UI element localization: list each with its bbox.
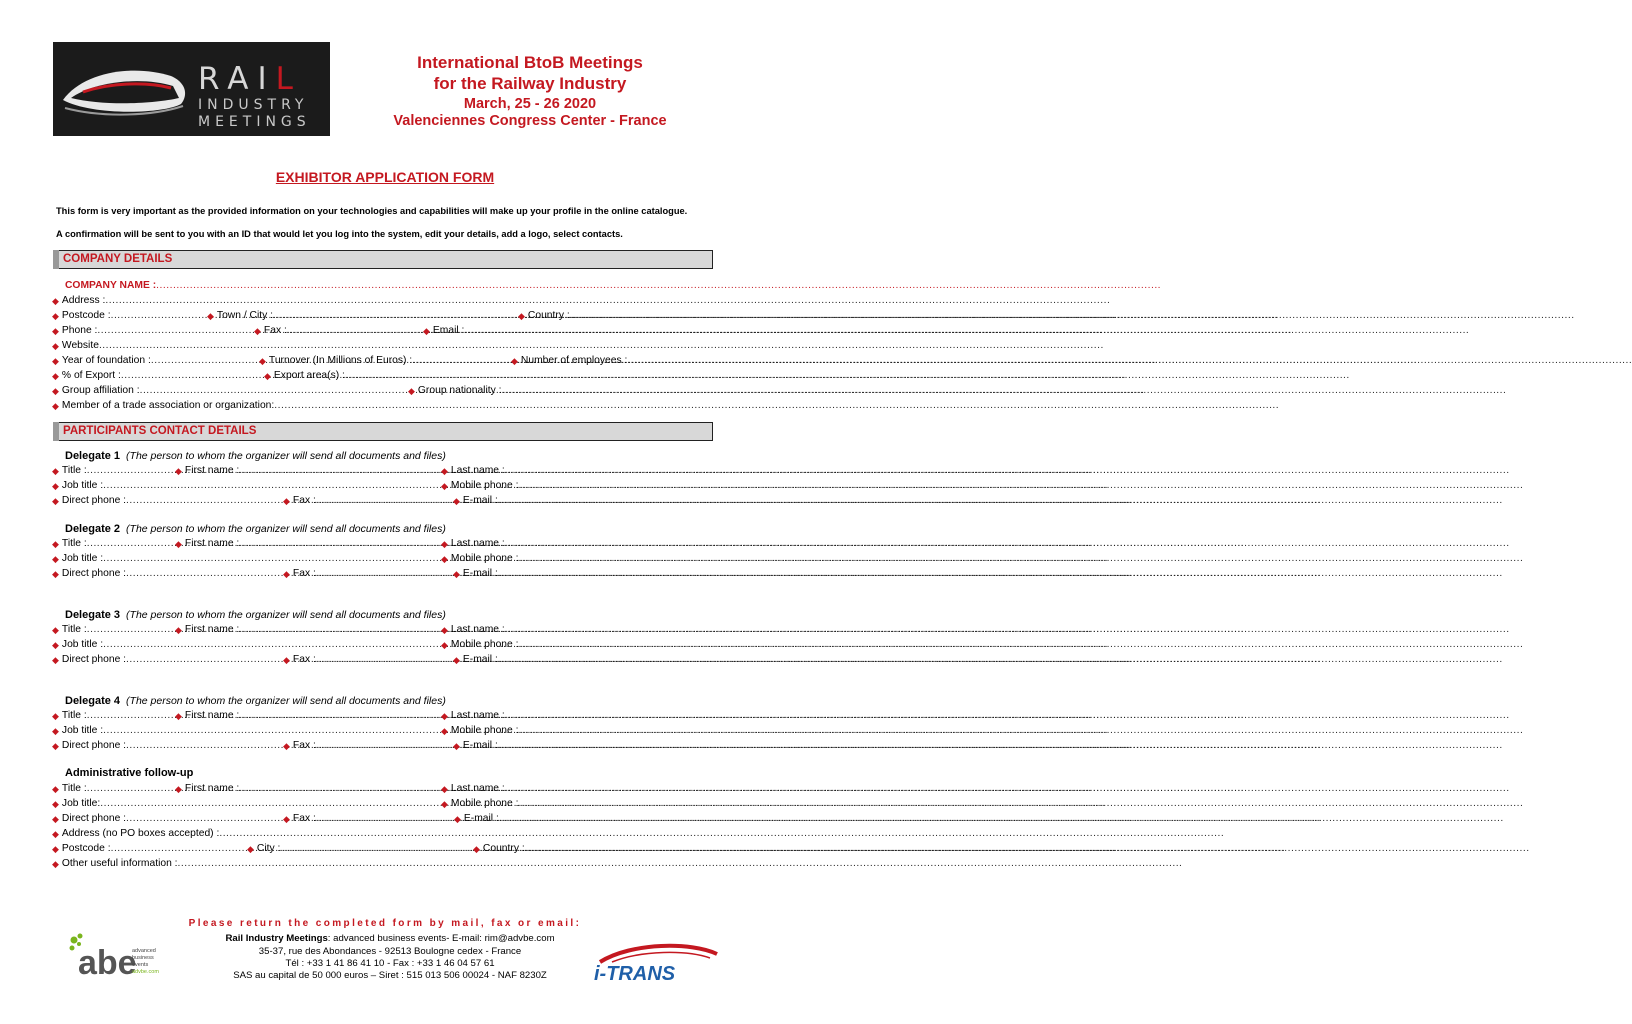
delegate-name-row: [52, 464, 770, 478]
town-field[interactable]: ◆ Town / City : .....: [207, 309, 512, 323]
delegate-heading: [65, 450, 446, 462]
group-row: [52, 384, 770, 398]
delegate-mobile-field[interactable]: ◆ Mobile phone : .....: [441, 479, 770, 493]
delegate-title-field[interactable]: ◆ Title : .....: [52, 537, 172, 551]
delegate-mobile-field[interactable]: ◆ Mobile phone : .....: [441, 638, 770, 652]
phone-row: [52, 324, 770, 338]
delegate-fax-field[interactable]: ◆ Fax : .....: [283, 739, 451, 753]
website-field[interactable]: ◆ Website .....: [52, 339, 640, 353]
delegate-job-title-field[interactable]: ◆ Job title : .....: [52, 552, 441, 566]
delegate-first-name-field[interactable]: ◆ First name : .....: [175, 537, 449, 551]
delegate-title-field[interactable]: ◆ Title : .....: [52, 464, 172, 478]
event-subtitle: for the Railway Industry: [433, 74, 627, 93]
delegate-job-title-field[interactable]: ◆ Job title : .....: [52, 479, 441, 493]
itrans-logo: [592, 940, 722, 985]
delegate-email-field[interactable]: ◆ E-mail : .....: [453, 494, 770, 508]
itrans-text: i-TRANS: [594, 963, 676, 985]
intro-paragraph-1: This form is very important as the provided information on your technologies and capabilities will make up your profile in the online catalogue.: [56, 206, 688, 216]
participants-title: PARTICIPANTS CONTACT DETAILS: [63, 425, 257, 437]
fax-field[interactable]: ◆ Fax : .....: [254, 324, 420, 338]
intro-paragraph-2: A confirmation will be sent to you with an ID that would let you log into the system, edit your details, add a logo, select contacts.: [56, 229, 623, 239]
postcode-field[interactable]: ◆ Postcode : .....: [52, 309, 202, 323]
footer-contact-line: Rail Industry Meetings: advanced business events- E-mail: rim@advbe.com: [225, 933, 555, 944]
admin-direct-phone-field[interactable]: ◆ Direct phone : .....: [52, 812, 282, 826]
company-name-field[interactable]: COMPANY NAME : .....: [65, 279, 770, 293]
delegate-mobile-field[interactable]: ◆ Mobile phone : .....: [441, 552, 770, 566]
employees-field[interactable]: ◆ Number of employees : .....: [511, 354, 770, 368]
admin-address-field[interactable]: ◆ Address (no PO boxes accepted) : .....: [52, 827, 770, 841]
trade-assoc-row: [52, 399, 770, 413]
admin-title-field[interactable]: ◆ Title : .....: [52, 782, 172, 796]
footer-company-line: SAS au capital de 50 000 euros – Siret : 515 013 506 00024 - NAF 8230Z: [233, 970, 547, 981]
delegate-phone-row: [52, 567, 770, 581]
delegate-email-field[interactable]: ◆ E-mail : .....: [453, 739, 770, 753]
delegate-heading: [65, 695, 446, 707]
admin-postcode-field[interactable]: ◆ Postcode : .....: [52, 842, 248, 856]
address-field[interactable]: ◆ Address : .....: [52, 294, 770, 308]
delegate-name-row: [52, 709, 770, 723]
rail-industry-meetings-logo: [53, 42, 330, 136]
delegate-note: (The person to whom the organizer will send all documents and files): [126, 695, 446, 707]
delegate-first-name-field[interactable]: ◆ First name : .....: [175, 464, 449, 478]
delegate-heading: [65, 609, 446, 621]
admin-job-title-field[interactable]: ◆ Job title: .....: [52, 797, 438, 811]
delegate-phone-row: [52, 494, 770, 508]
delegate-direct-phone-field[interactable]: ◆ Direct phone : .....: [52, 494, 282, 508]
delegate-direct-phone-field[interactable]: ◆ Direct phone : .....: [52, 739, 282, 753]
form-title: EXHIBITOR APPLICATION FORM: [275, 169, 495, 185]
admin-address-row: [52, 827, 770, 841]
delegate-mobile-field[interactable]: ◆ Mobile phone : .....: [441, 724, 770, 738]
footer-address-line: 35-37, rue des Abondances - 92513 Boulogne cedex - France: [258, 946, 522, 957]
delegate-note: (The person to whom the organizer will send all documents and files): [126, 523, 446, 535]
delegate-job-title-field[interactable]: ◆ Job title : .....: [52, 638, 441, 652]
export-percent-field[interactable]: ◆ % of Export : .....: [52, 369, 264, 383]
delegate-job-row: [52, 479, 770, 493]
foundation-row: [52, 354, 770, 368]
admin-postcode-row: [52, 842, 770, 856]
delegate-first-name-field[interactable]: ◆ First name : .....: [175, 709, 449, 723]
delegate-label: Delegate 1: [65, 450, 121, 462]
delegate-email-field[interactable]: ◆ E-mail : .....: [453, 567, 770, 581]
delegate-title-field[interactable]: ◆ Title : .....: [52, 623, 172, 637]
admin-job-row: [52, 797, 770, 811]
svg-text:advanced: advanced: [132, 948, 156, 954]
trade-association-field[interactable]: ◆ Member of a trade association or organization: .....: [52, 399, 770, 413]
phone-field[interactable]: ◆ Phone : .....: [52, 324, 250, 338]
admin-fax-field[interactable]: ◆ Fax : .....: [283, 812, 455, 826]
delegate-label: Delegate 4: [65, 695, 121, 707]
logo-line1: RAI: [198, 61, 276, 97]
delegate-last-name-field[interactable]: ◆ Last name : .....: [441, 709, 770, 723]
company-name-row: [65, 279, 770, 293]
abe-mark: abe: [78, 944, 137, 982]
delegate-first-name-field[interactable]: ◆ First name : .....: [175, 623, 449, 637]
website-row: [52, 339, 770, 353]
delegate-direct-phone-field[interactable]: ◆ Direct phone : .....: [52, 653, 282, 667]
group-affiliation-field[interactable]: ◆ Group affiliation : .....: [52, 384, 406, 398]
delegate-last-name-field[interactable]: ◆ Last name : .....: [441, 537, 770, 551]
event-venue: Valenciennes Congress Center - France: [393, 113, 667, 129]
admin-last-name-field[interactable]: ◆ Last name : .....: [441, 782, 770, 796]
admin-phone-row: [52, 812, 770, 826]
company-details-title: COMPANY DETAILS: [63, 253, 173, 265]
delegate-fax-field[interactable]: ◆ Fax : .....: [283, 494, 451, 508]
delegate-last-name-field[interactable]: ◆ Last name : .....: [441, 464, 770, 478]
svg-text:events: events: [132, 962, 149, 968]
admin-other-row: [52, 857, 770, 871]
delegate-title-field[interactable]: ◆ Title : .....: [52, 709, 172, 723]
email-field[interactable]: ◆ Email : .....: [423, 324, 770, 338]
delegate-last-name-field[interactable]: ◆ Last name : .....: [441, 623, 770, 637]
postcode-row: [52, 309, 770, 323]
delegate-email-field[interactable]: ◆ E-mail : .....: [453, 653, 770, 667]
group-nationality-field[interactable]: ◆ Group nationality : .....: [408, 384, 770, 398]
delegate-label: Delegate 2: [65, 523, 121, 535]
export-areas-field[interactable]: ◆ Export area(s) : .....: [264, 369, 770, 383]
logo-line2: INDUSTRY: [198, 97, 309, 113]
delegate-phone-row: [52, 739, 770, 753]
footer-phone-line: Tél : +33 1 41 86 41 10 - Fax : +33 1 46 04 57 61: [285, 958, 495, 969]
svg-text:advbe.com: advbe.com: [132, 969, 159, 975]
return-instructions: Please return the completed form by mail, fax or email:: [188, 918, 582, 929]
delegate-direct-phone-field[interactable]: ◆ Direct phone : .....: [52, 567, 282, 581]
event-title: International BtoB Meetings: [417, 53, 643, 72]
admin-city-field[interactable]: ◆ City : .....: [247, 842, 473, 856]
delegate-job-title-field[interactable]: ◆ Job title : .....: [52, 724, 441, 738]
admin-first-name-field[interactable]: ◆ First name : .....: [175, 782, 449, 796]
delegate-fax-field[interactable]: ◆ Fax : .....: [283, 653, 451, 667]
delegate-name-row: [52, 623, 770, 637]
event-date: March, 25 - 26 2020: [463, 96, 597, 112]
admin-other-info-field[interactable]: ◆ Other useful information : .....: [52, 857, 770, 871]
company-details-header: [53, 250, 713, 269]
admin-mobile-field[interactable]: ◆ Mobile phone : .....: [441, 797, 770, 811]
delegate-job-row: [52, 724, 770, 738]
admin-email-field[interactable]: ◆ E-mail : .....: [454, 812, 770, 826]
svg-text:business: business: [132, 955, 154, 961]
turnover-field[interactable]: ◆ Turnover (In Millions of Euros) : .....: [259, 354, 509, 368]
participants-header: [53, 422, 713, 441]
country-field[interactable]: ◆ Country : .....: [518, 309, 770, 323]
delegate-name-row: [52, 537, 770, 551]
delegate-job-row: [52, 638, 770, 652]
delegate-heading: [65, 523, 446, 535]
admin-name-row: [52, 782, 770, 796]
delegate-label: Delegate 3: [65, 609, 121, 621]
logo-line1-l: L: [275, 61, 302, 97]
admin-heading: Administrative follow-up: [65, 767, 194, 779]
address-row: [52, 294, 770, 308]
delegate-job-row: [52, 552, 770, 566]
logo-line3: MEETINGS: [198, 114, 311, 130]
delegate-note: (The person to whom the organizer will send all documents and files): [126, 609, 446, 621]
delegate-fax-field[interactable]: ◆ Fax : .....: [283, 567, 451, 581]
export-row: [52, 369, 770, 383]
admin-country-field[interactable]: ◆ Country : .....: [473, 842, 770, 856]
delegate-phone-row: [52, 653, 770, 667]
delegate-note: (The person to whom the organizer will send all documents and files): [126, 450, 446, 462]
abe-logo: [68, 930, 158, 982]
year-field[interactable]: ◆ Year of foundation : .....: [52, 354, 258, 368]
